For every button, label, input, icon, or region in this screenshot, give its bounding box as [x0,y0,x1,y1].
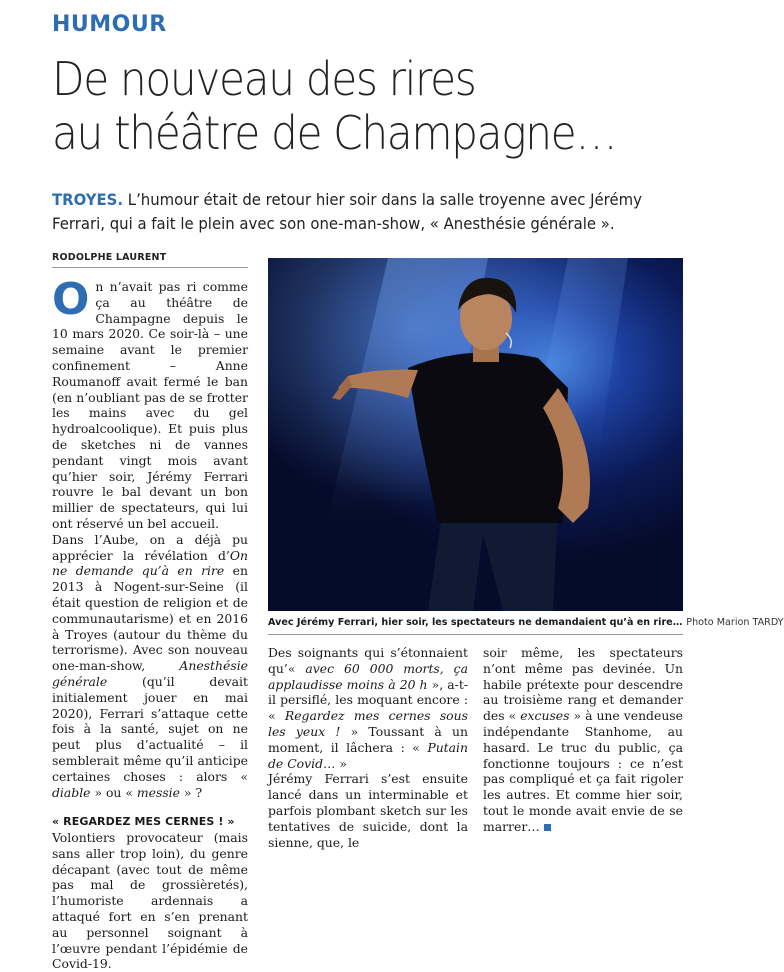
headline [52,52,668,160]
section-rubric: HUMOUR [52,12,167,37]
headline-line-2: au théâtre de Champagne… [52,106,617,160]
article-column-2 [268,645,468,850]
caption-text: Avec Jérémy Ferrari, hier soir, les spectateurs ne demandaient qu’à en rire… [268,617,683,628]
drop-cap: O [52,274,90,325]
paragraph-1: On n’avait pas ri comme ça au théâtre de Champagne depuis le 10 mars 2020. Ce soir-là – une semaine avant le premier confinement – Anne Roumanoff avait fermé le ban (en n’oubliant pas de se frotter les mains avec du gel hydroalcoolique). Et puis plus de sketches ni de vannes pendant vingt mois avant qu’hier soir, Jérémy Ferrari rouvre le bal devant un bon millier de spectateurs, qui lui ont réservé un bel accueil. [52,274,248,531]
paragraph-4: Des soignants qui s’étonnaient qu’« avec 60 000 morts, ça applaudisse moins à 20 h », a-t-il persiflé, les moquant encore : « Regardez mes cernes sous les yeux ! » Toussant à un moment, il lâchera : « Putain de Covid… » [268,645,468,771]
paragraph-3: Volontiers provocateur (mais sans aller trop loin), du genre décapant (avec tout de même pas mal de grossièretés), l’humoriste ardennais a attaqué fort en s’en prenant au personnel soignant à l’œuvre pendant l’épidémie de Covid-19. [52,830,248,972]
lead-text: L’humour était de retour hier soir dans la salle troyenne avec Jérémy Ferrari, qui a fait le plein avec son one-man-show, « Anesthésie générale ». [52,190,642,233]
lead-paragraph [52,188,647,236]
paragraph-6: soir même, les spectateurs n’ont même pas devinée. Un habile prétexte pour descendre au troisième rang et demander des « excuses » à une vendeuse indépendante Stanhome, au hasard. Le truc du public, ça fonctionne toujours : ce n’est pas compliqué et ça fait rigoler les autres. Et comme hier soir, tout le monde avait envie de se marrer… [483,645,683,834]
photo-caption [268,616,784,629]
end-mark [544,824,551,831]
subheading: « REGARDEZ MES CERNES ! » [52,815,235,829]
photo-credit: Photo Marion TARDY [686,617,784,628]
stage-photo [268,258,683,611]
paragraph-2: Dans l’Aube, on a déjà pu apprécier la révélation d’On ne demande qu’à en rire en 2013 à Nogent-sur-Seine (il était question de religion et de communautarisme) et en 2016 à Troyes (autour du thème du terrorisme). Avec son nouveau one-man-show, Anesthésie générale (qu’il devait initialement jouer en mai 2020), Ferrari s’attaque cette fois à la santé, sujet on ne peut plus d’actualité – il semblerait même qu’il anticipe certaines choses : alors « diable » ou « messie » ? [52,531,248,800]
caption-divider [268,634,683,635]
byline: RODOLPHE LAURENT [52,252,167,263]
performer-illustration [268,258,683,611]
lead-city: TROYES. [52,190,124,209]
paragraph-5: Jérémy Ferrari s’est ensuite lancé dans un interminable et parfois plombant sketch sur les tentatives de suicide, dont la sienne, que, le [268,771,468,850]
headline-line-1: De nouveau des rires [52,52,476,106]
article-column-1 [52,274,248,972]
byline-divider [52,267,248,268]
article-column-3 [483,645,683,835]
